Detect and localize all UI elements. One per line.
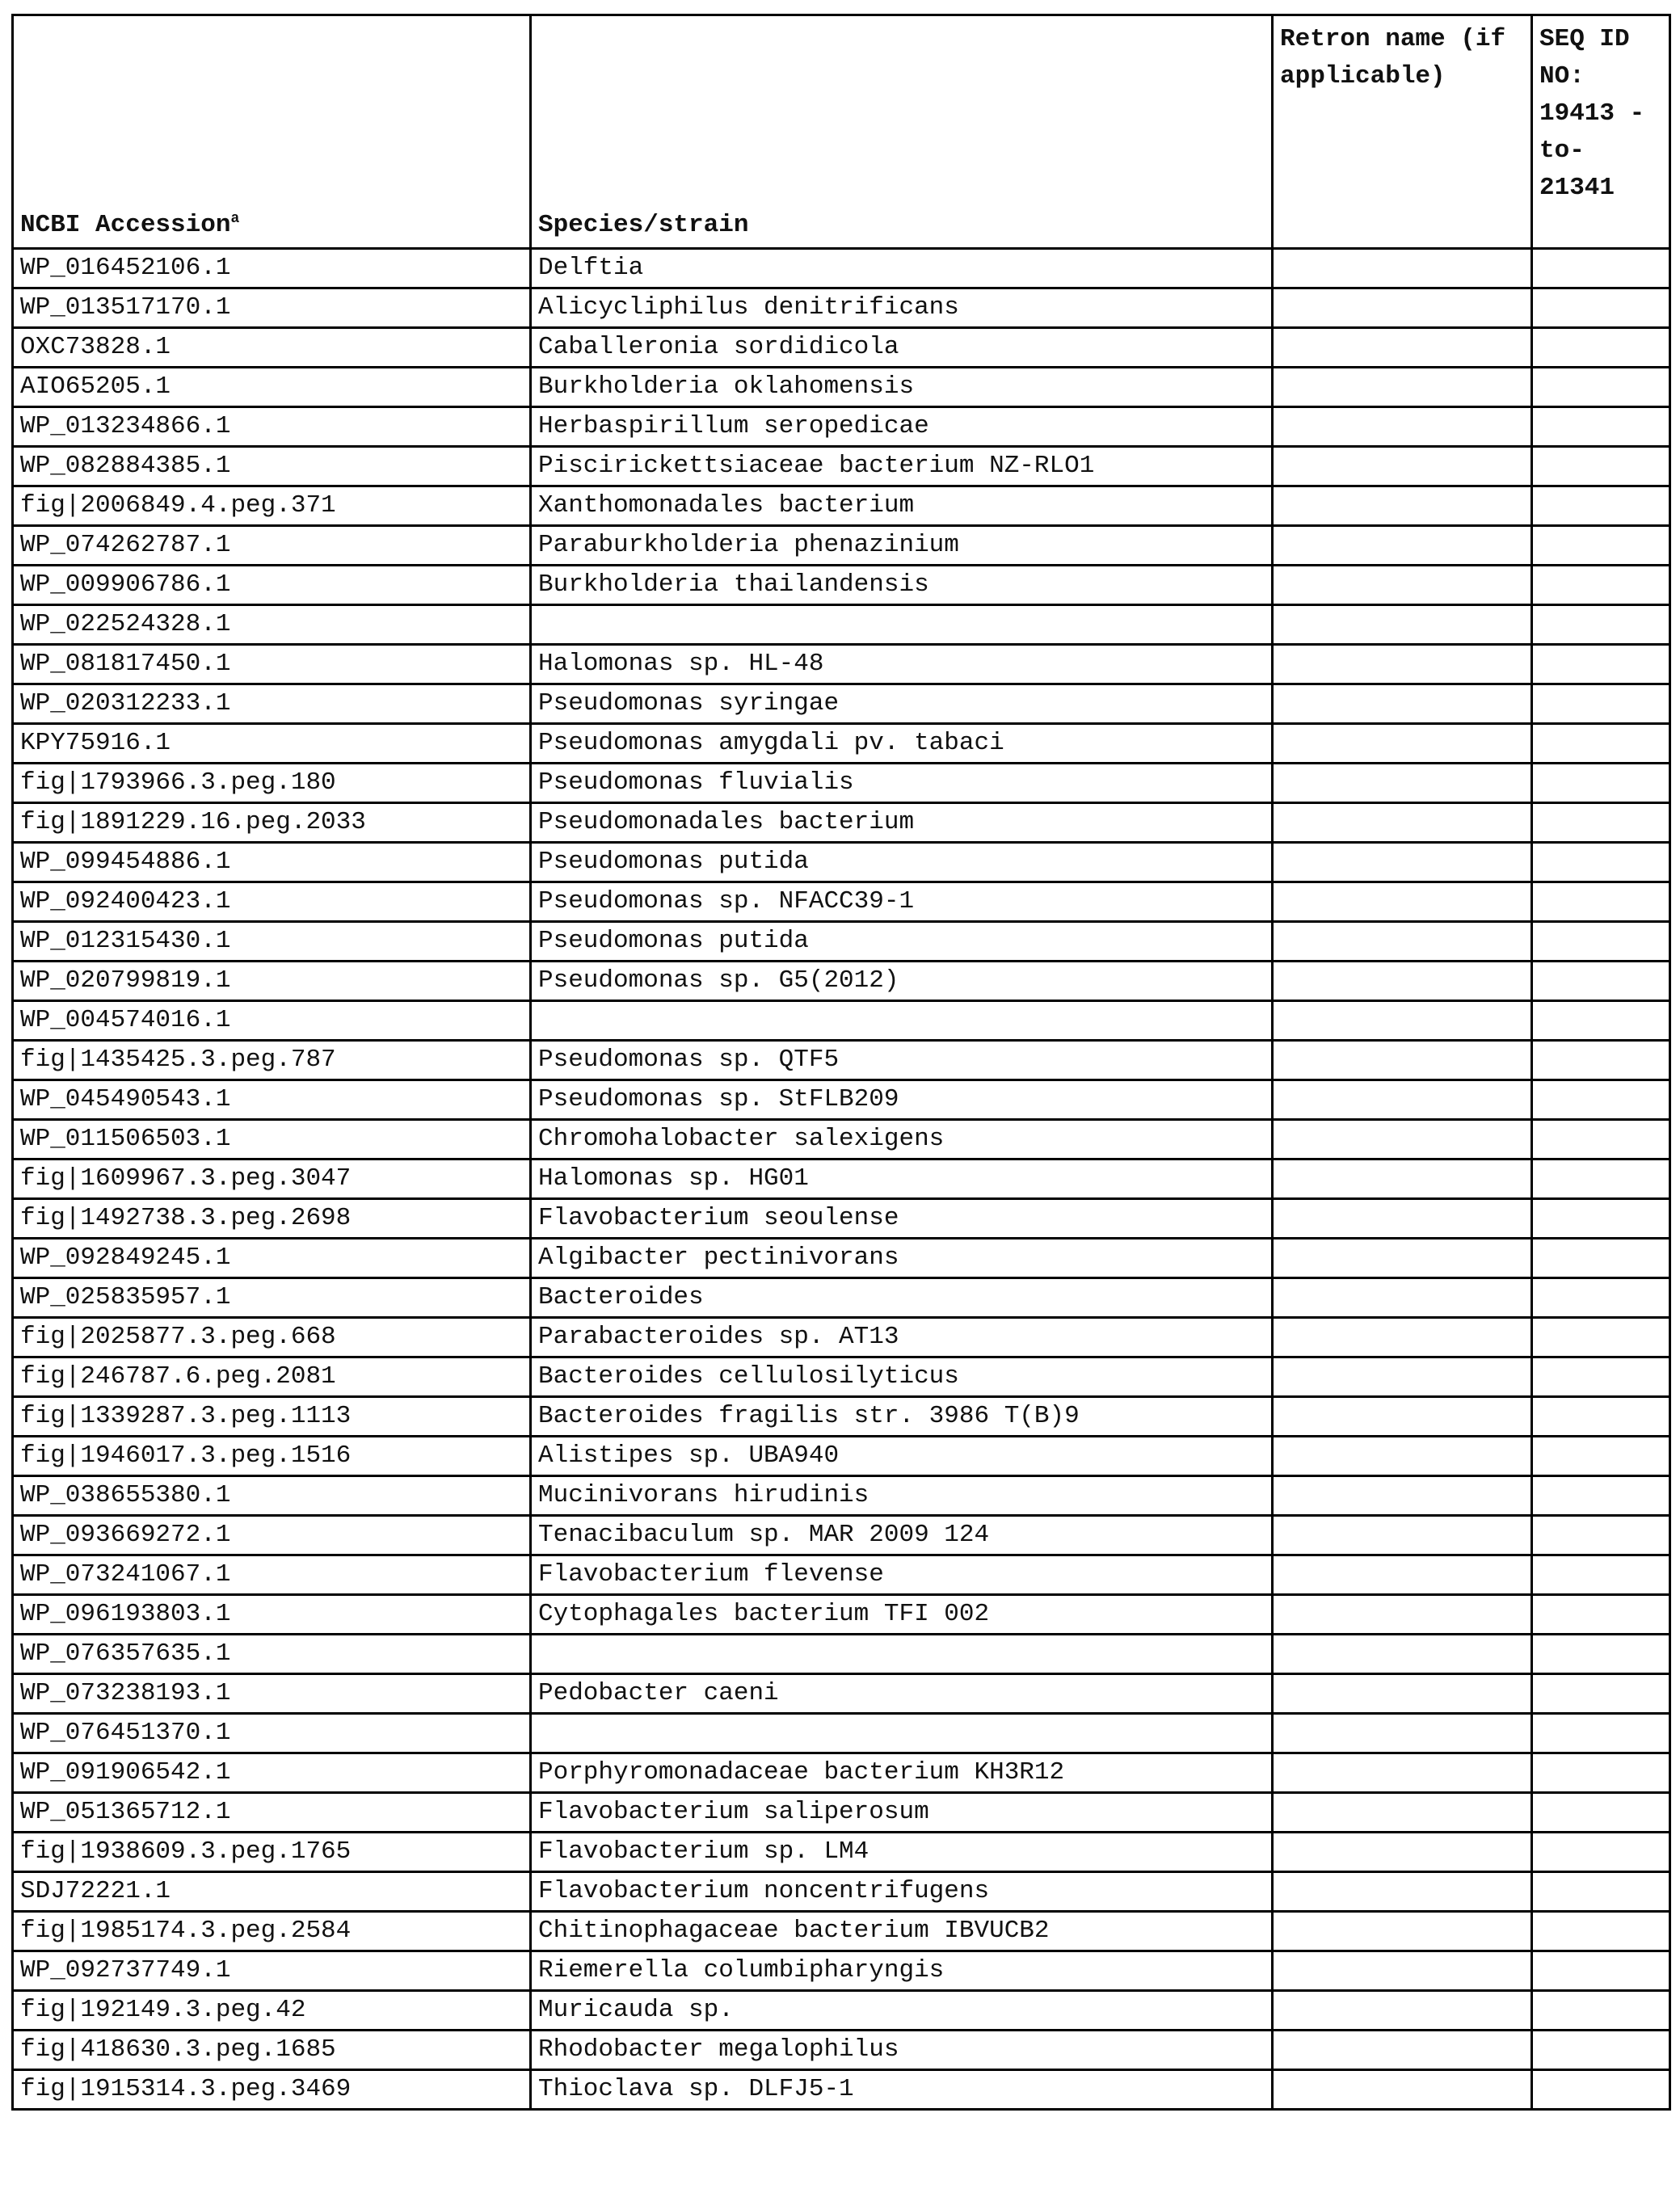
seq-id-cell	[1532, 843, 1670, 882]
table-row	[13, 1555, 1670, 1595]
retron-cell	[1273, 1239, 1532, 1278]
species-cell: Alicycliphilus denitrificans	[531, 288, 1273, 328]
retron-cell	[1273, 605, 1532, 645]
retron-cell	[1273, 1872, 1532, 1912]
seq-id-cell	[1532, 1793, 1670, 1833]
header-row	[13, 15, 1670, 249]
accession-cell: KPY75916.1	[13, 724, 531, 764]
seq-id-cell	[1532, 1239, 1670, 1278]
retron-cell	[1273, 2070, 1532, 2110]
species-cell: Piscirickettsiaceae bacterium NZ-RLO1	[531, 447, 1273, 486]
species-cell: Pseudomonas putida	[531, 843, 1273, 882]
retron-cell	[1273, 922, 1532, 962]
accession-cell: fig|1946017.3.peg.1516	[13, 1437, 531, 1476]
retron-cell	[1273, 2031, 1532, 2070]
table-row	[13, 566, 1670, 605]
species-cell: Pseudomonas sp. G5(2012)	[531, 962, 1273, 1001]
table-row	[13, 764, 1670, 803]
seq-id-cell	[1532, 328, 1670, 368]
species-cell: Parabacteroides sp. AT13	[531, 1318, 1273, 1357]
retron-cell	[1273, 368, 1532, 407]
footnote-marker: a	[230, 211, 239, 227]
retron-cell	[1273, 1555, 1532, 1595]
retron-cell	[1273, 962, 1532, 1001]
seq-id-cell	[1532, 447, 1670, 486]
accession-cell: fig|2006849.4.peg.371	[13, 486, 531, 526]
accession-cell: fig|2025877.3.peg.668	[13, 1318, 531, 1357]
retron-cell	[1273, 1991, 1532, 2031]
species-cell: Chitinophagaceae bacterium IBVUCB2	[531, 1912, 1273, 1951]
species-cell: Halomonas sp. HG01	[531, 1160, 1273, 1199]
species-cell: Paraburkholderia phenazinium	[531, 526, 1273, 566]
seq-id-cell	[1532, 1714, 1670, 1753]
seq-id-cell	[1532, 1516, 1670, 1555]
retron-cell	[1273, 407, 1532, 447]
accession-cell: WP_038655380.1	[13, 1476, 531, 1516]
accession-cell: fig|1891229.16.peg.2033	[13, 803, 531, 843]
accession-cell: AIO65205.1	[13, 368, 531, 407]
species-cell: Flavobacterium flevense	[531, 1555, 1273, 1595]
species-cell: Delftia	[531, 249, 1273, 288]
seq-id-cell	[1532, 288, 1670, 328]
table-row	[13, 1872, 1670, 1912]
species-cell	[531, 1635, 1273, 1674]
accession-cell: WP_004574016.1	[13, 1001, 531, 1041]
species-cell: Pseudomonadales bacterium	[531, 803, 1273, 843]
accession-cell: fig|1339287.3.peg.1113	[13, 1397, 531, 1437]
retron-cell	[1273, 566, 1532, 605]
accession-cell: WP_082884385.1	[13, 447, 531, 486]
species-cell: Pseudomonas amygdali pv. tabaci	[531, 724, 1273, 764]
accession-cell: fig|246787.6.peg.2081	[13, 1357, 531, 1397]
retron-cell	[1273, 1753, 1532, 1793]
species-cell: Caballeronia sordidicola	[531, 328, 1273, 368]
table-row	[13, 1080, 1670, 1120]
seq-id-cell	[1532, 922, 1670, 962]
retron-cell	[1273, 1674, 1532, 1714]
accession-cell: fig|1609967.3.peg.3047	[13, 1160, 531, 1199]
species-cell: Riemerella columbipharyngis	[531, 1951, 1273, 1991]
table-row	[13, 1793, 1670, 1833]
accession-cell: fig|1938609.3.peg.1765	[13, 1833, 531, 1872]
retron-cell	[1273, 1160, 1532, 1199]
table-row	[13, 1278, 1670, 1318]
accession-cell: WP_076451370.1	[13, 1714, 531, 1753]
retron-cell	[1273, 1833, 1532, 1872]
seq-id-cell	[1532, 486, 1670, 526]
seq-id-cell	[1532, 2031, 1670, 2070]
species-cell: Flavobacterium seoulense	[531, 1199, 1273, 1239]
seq-id-cell	[1532, 882, 1670, 922]
table-row	[13, 684, 1670, 724]
header-retron: Retron name (if applicable)	[1273, 15, 1532, 249]
seq-id-cell	[1532, 1199, 1670, 1239]
seq-id-cell	[1532, 684, 1670, 724]
table-row	[13, 288, 1670, 328]
seq-id-cell	[1532, 1397, 1670, 1437]
retron-cell	[1273, 1793, 1532, 1833]
table-row	[13, 1635, 1670, 1674]
retron-cell	[1273, 1912, 1532, 1951]
header-accession	[13, 15, 531, 249]
seq-id-cell	[1532, 803, 1670, 843]
seq-id-cell	[1532, 1912, 1670, 1951]
species-cell: Rhodobacter megalophilus	[531, 2031, 1273, 2070]
seq-id-cell	[1532, 1476, 1670, 1516]
species-cell: Pseudomonas sp. QTF5	[531, 1041, 1273, 1080]
seq-id-cell	[1532, 1318, 1670, 1357]
species-cell: Halomonas sp. HL-48	[531, 645, 1273, 684]
accession-cell: WP_011506503.1	[13, 1120, 531, 1160]
species-cell: Burkholderia oklahomensis	[531, 368, 1273, 407]
table-row	[13, 1912, 1670, 1951]
species-cell: Pedobacter caeni	[531, 1674, 1273, 1714]
seq-id-cell	[1532, 1555, 1670, 1595]
retron-cell	[1273, 764, 1532, 803]
retron-cell	[1273, 803, 1532, 843]
species-cell: Algibacter pectinivorans	[531, 1239, 1273, 1278]
accession-cell: fig|192149.3.peg.42	[13, 1991, 531, 2031]
accession-cell: WP_092400423.1	[13, 882, 531, 922]
accession-cell: WP_073238193.1	[13, 1674, 531, 1714]
table-row	[13, 1753, 1670, 1793]
table-row	[13, 1833, 1670, 1872]
seq-id-cell	[1532, 1120, 1670, 1160]
retron-cell	[1273, 288, 1532, 328]
species-cell: Pseudomonas fluvialis	[531, 764, 1273, 803]
accession-table	[11, 14, 1671, 2111]
species-cell: Pseudomonas putida	[531, 922, 1273, 962]
table-row	[13, 1991, 1670, 2031]
accession-cell: WP_016452106.1	[13, 249, 531, 288]
retron-cell	[1273, 1001, 1532, 1041]
table-row	[13, 368, 1670, 407]
accession-cell: WP_022524328.1	[13, 605, 531, 645]
seq-id-cell	[1532, 1001, 1670, 1041]
seq-id-cell	[1532, 1595, 1670, 1635]
accession-cell: WP_092737749.1	[13, 1951, 531, 1991]
seq-id-cell	[1532, 1833, 1670, 1872]
retron-cell	[1273, 1357, 1532, 1397]
retron-cell	[1273, 1476, 1532, 1516]
accession-cell: WP_013517170.1	[13, 288, 531, 328]
seq-id-cell	[1532, 1872, 1670, 1912]
retron-cell	[1273, 328, 1532, 368]
retron-cell	[1273, 882, 1532, 922]
seq-id-cell	[1532, 1753, 1670, 1793]
table-row	[13, 1397, 1670, 1437]
table-row	[13, 882, 1670, 922]
table-row	[13, 2070, 1670, 2110]
seq-id-cell	[1532, 1437, 1670, 1476]
retron-cell	[1273, 843, 1532, 882]
retron-cell	[1273, 1714, 1532, 1753]
accession-cell: WP_092849245.1	[13, 1239, 531, 1278]
accession-cell: WP_013234866.1	[13, 407, 531, 447]
table-row	[13, 803, 1670, 843]
header-seq-id: SEQ ID NO: 19413 -to- 21341	[1532, 15, 1670, 249]
table-row	[13, 645, 1670, 684]
species-cell: Chromohalobacter salexigens	[531, 1120, 1273, 1160]
species-cell: Alistipes sp. UBA940	[531, 1437, 1273, 1476]
seq-id-cell	[1532, 1635, 1670, 1674]
seq-id-cell	[1532, 526, 1670, 566]
seq-id-cell	[1532, 566, 1670, 605]
accession-cell: fig|1915314.3.peg.3469	[13, 2070, 531, 2110]
header-species: Species/strain	[531, 15, 1273, 249]
species-cell: Cytophagales bacterium TFI 002	[531, 1595, 1273, 1635]
species-cell: Pseudomonas sp. NFACC39-1	[531, 882, 1273, 922]
accession-cell: OXC73828.1	[13, 328, 531, 368]
species-cell	[531, 1714, 1273, 1753]
species-cell: Flavobacterium sp. LM4	[531, 1833, 1273, 1872]
accession-cell: fig|1793966.3.peg.180	[13, 764, 531, 803]
accession-cell: WP_081817450.1	[13, 645, 531, 684]
species-cell: Bacteroides	[531, 1278, 1273, 1318]
accession-cell: WP_012315430.1	[13, 922, 531, 962]
table-row	[13, 407, 1670, 447]
table-row	[13, 526, 1670, 566]
accession-cell: fig|1985174.3.peg.2584	[13, 1912, 531, 1951]
accession-cell: fig|1435425.3.peg.787	[13, 1041, 531, 1080]
species-cell: Porphyromonadaceae bacterium KH3R12	[531, 1753, 1273, 1793]
accession-cell: WP_025835957.1	[13, 1278, 531, 1318]
species-cell	[531, 1001, 1273, 1041]
accession-cell: WP_099454886.1	[13, 843, 531, 882]
table-row	[13, 1199, 1670, 1239]
table-row	[13, 843, 1670, 882]
retron-cell	[1273, 645, 1532, 684]
table-row	[13, 1239, 1670, 1278]
seq-id-cell	[1532, 1674, 1670, 1714]
table-row	[13, 1476, 1670, 1516]
seq-id-cell	[1532, 962, 1670, 1001]
seq-id-cell	[1532, 1080, 1670, 1120]
table-row	[13, 486, 1670, 526]
table-row	[13, 249, 1670, 288]
retron-cell	[1273, 1437, 1532, 1476]
accession-cell: WP_073241067.1	[13, 1555, 531, 1595]
seq-id-cell	[1532, 645, 1670, 684]
table-row	[13, 1674, 1670, 1714]
retron-cell	[1273, 526, 1532, 566]
retron-cell	[1273, 684, 1532, 724]
seq-id-cell	[1532, 407, 1670, 447]
table-row	[13, 1951, 1670, 1991]
accession-cell: WP_093669272.1	[13, 1516, 531, 1555]
seq-id-cell	[1532, 368, 1670, 407]
retron-cell	[1273, 1199, 1532, 1239]
accession-cell: WP_020312233.1	[13, 684, 531, 724]
accession-cell: WP_096193803.1	[13, 1595, 531, 1635]
seq-id-cell	[1532, 1991, 1670, 2031]
retron-cell	[1273, 1595, 1532, 1635]
accession-cell: WP_074262787.1	[13, 526, 531, 566]
species-cell: Pseudomonas sp. StFLB209	[531, 1080, 1273, 1120]
table-row	[13, 605, 1670, 645]
seq-id-cell	[1532, 1160, 1670, 1199]
accession-cell: WP_091906542.1	[13, 1753, 531, 1793]
table-row	[13, 1516, 1670, 1555]
accession-cell: SDJ72221.1	[13, 1872, 531, 1912]
seq-id-cell	[1532, 249, 1670, 288]
table-row	[13, 1714, 1670, 1753]
accession-cell: fig|418630.3.peg.1685	[13, 2031, 531, 2070]
species-cell: Bacteroides fragilis str. 3986 T(B)9	[531, 1397, 1273, 1437]
retron-cell	[1273, 1278, 1532, 1318]
accession-cell: WP_045490543.1	[13, 1080, 531, 1120]
table-row	[13, 447, 1670, 486]
accession-cell: WP_051365712.1	[13, 1793, 531, 1833]
retron-cell	[1273, 1318, 1532, 1357]
retron-cell	[1273, 1516, 1532, 1555]
retron-cell	[1273, 724, 1532, 764]
species-cell	[531, 605, 1273, 645]
seq-id-cell	[1532, 1041, 1670, 1080]
table-row	[13, 724, 1670, 764]
table-row	[13, 1357, 1670, 1397]
table-row	[13, 1160, 1670, 1199]
table-row	[13, 922, 1670, 962]
retron-cell	[1273, 1080, 1532, 1120]
accession-cell: WP_076357635.1	[13, 1635, 531, 1674]
retron-cell	[1273, 1120, 1532, 1160]
species-cell: Flavobacterium noncentrifugens	[531, 1872, 1273, 1912]
retron-cell	[1273, 249, 1532, 288]
retron-cell	[1273, 1041, 1532, 1080]
table-row	[13, 328, 1670, 368]
species-cell: Xanthomonadales bacterium	[531, 486, 1273, 526]
header-accession-label: NCBI Accession	[20, 211, 230, 239]
seq-id-cell	[1532, 605, 1670, 645]
table-row	[13, 1318, 1670, 1357]
species-cell: Burkholderia thailandensis	[531, 566, 1273, 605]
species-cell: Tenacibaculum sp. MAR 2009 124	[531, 1516, 1273, 1555]
table-body	[13, 249, 1670, 2110]
retron-cell	[1273, 486, 1532, 526]
retron-cell	[1273, 1397, 1532, 1437]
retron-cell	[1273, 1635, 1532, 1674]
seq-id-cell	[1532, 724, 1670, 764]
seq-id-cell	[1532, 764, 1670, 803]
species-cell: Flavobacterium saliperosum	[531, 1793, 1273, 1833]
table-row	[13, 2031, 1670, 2070]
species-cell: Herbaspirillum seropedicae	[531, 407, 1273, 447]
table-row	[13, 1001, 1670, 1041]
accession-cell: WP_009906786.1	[13, 566, 531, 605]
seq-id-cell	[1532, 1357, 1670, 1397]
retron-cell	[1273, 447, 1532, 486]
species-cell: Muricauda sp.	[531, 1991, 1273, 2031]
accession-cell: fig|1492738.3.peg.2698	[13, 1199, 531, 1239]
species-cell: Pseudomonas syringae	[531, 684, 1273, 724]
table-row	[13, 962, 1670, 1001]
species-cell: Mucinivorans hirudinis	[531, 1476, 1273, 1516]
seq-id-cell	[1532, 2070, 1670, 2110]
retron-cell	[1273, 1951, 1532, 1991]
table-row	[13, 1120, 1670, 1160]
table-row	[13, 1041, 1670, 1080]
table-row	[13, 1437, 1670, 1476]
seq-id-cell	[1532, 1278, 1670, 1318]
accession-cell: WP_020799819.1	[13, 962, 531, 1001]
table-row	[13, 1595, 1670, 1635]
species-cell: Bacteroides cellulosilyticus	[531, 1357, 1273, 1397]
species-cell: Thioclava sp. DLFJ5-1	[531, 2070, 1273, 2110]
seq-id-cell	[1532, 1951, 1670, 1991]
